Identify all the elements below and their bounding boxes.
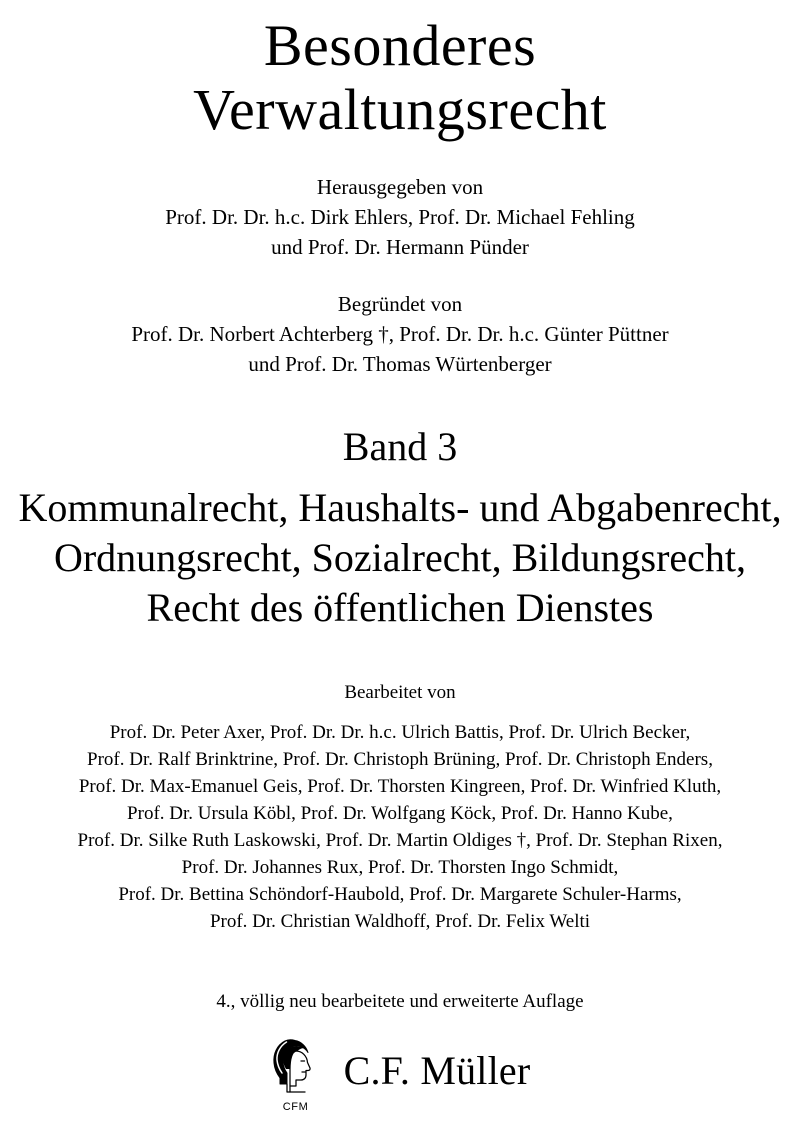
founders-line-1: Prof. Dr. Norbert Achterberg †, Prof. Dr. Dr. h.c. Günter Püttner <box>131 322 669 346</box>
founders-block <box>0 289 800 379</box>
contributor-line: Prof. Dr. Ralf Brinktrine, Prof. Dr. Christoph Brüning, Prof. Dr. Christoph Enders, <box>87 749 713 770</box>
contributor-line: Prof. Dr. Johannes Rux, Prof. Dr. Thorsten Ingo Schmidt, <box>181 857 619 878</box>
contributor-line: Prof. Dr. Silke Ruth Laskowski, Prof. Dr. Martin Oldiges †, Prof. Dr. Stephan Rixen, <box>77 830 723 851</box>
contributor-line: Prof. Dr. Bettina Schöndorf-Haubold, Prof. Dr. Margarete Schuler-Harms, <box>118 884 682 905</box>
publisher-abbreviation: CFM <box>282 1101 309 1113</box>
subtitle-line-1: Kommunalrecht, Haushalts- und Abgabenrecht, <box>18 485 782 530</box>
founders-line-2: und Prof. Dr. Thomas Würtenberger <box>248 352 552 376</box>
subtitle <box>0 483 800 633</box>
founders-label: Begründet von <box>337 292 463 316</box>
contributors-list <box>0 719 800 935</box>
contributors-label: Bearbeitet von <box>344 682 456 703</box>
editors-line-2: und Prof. Dr. Hermann Pünder <box>271 235 529 259</box>
subtitle-line-3: Recht des öffentlichen Dienstes <box>146 585 654 630</box>
editors-line-1: Prof. Dr. Dr. h.c. Dirk Ehlers, Prof. Dr. Michael Fehling <box>165 205 635 229</box>
editors-label: Herausgegeben von <box>316 175 484 199</box>
editors-block <box>0 172 800 262</box>
edition-statement: 4., völlig neu bearbeitete und erweiterte Auflage <box>216 991 584 1012</box>
contributors-block <box>0 678 800 935</box>
contributor-line: Prof. Dr. Max-Emanuel Geis, Prof. Dr. Thorsten Kingreen, Prof. Dr. Winfried Kluth, <box>78 776 722 797</box>
publisher-logo <box>270 1034 322 1114</box>
publisher-block <box>0 1034 800 1114</box>
book-title <box>0 0 800 142</box>
contributor-line: Prof. Dr. Ursula Köbl, Prof. Dr. Wolfgang Köck, Prof. Dr. Hanno Kube, <box>127 803 673 824</box>
book-title-line-1: Besonderes <box>263 13 537 78</box>
subtitle-line-2: Ordnungsrecht, Sozialrecht, Bildungsrecht, <box>53 535 747 580</box>
publisher-name: C.F. Müller <box>343 1048 531 1093</box>
contributor-line: Prof. Dr. Christian Waldhoff, Prof. Dr. Felix Welti <box>209 911 591 932</box>
volume-number: Band 3 <box>342 424 458 469</box>
book-title-line-2: Verwaltungsrecht <box>193 77 607 142</box>
contributor-line: Prof. Dr. Peter Axer, Prof. Dr. Dr. h.c. Ulrich Battis, Prof. Dr. Ulrich Becker, <box>109 722 691 743</box>
helmeted-head-icon <box>270 1036 322 1098</box>
